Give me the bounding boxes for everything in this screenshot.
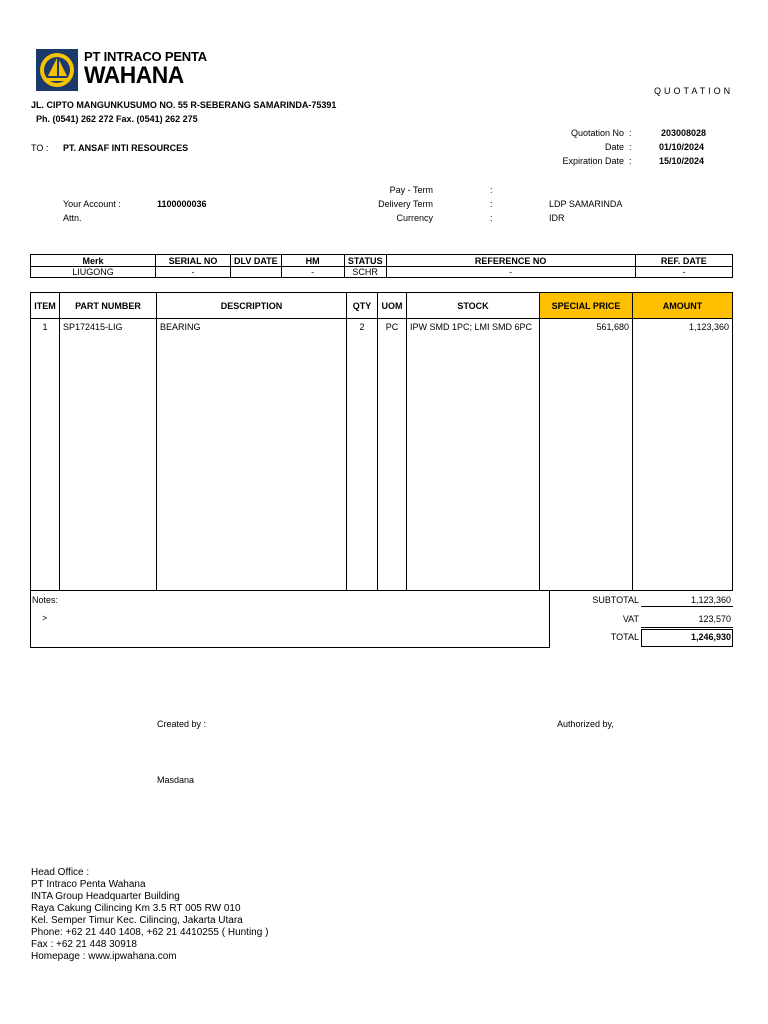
- item-qty: 2: [347, 319, 378, 591]
- colon: :: [490, 185, 493, 195]
- quotation-no-label: Quotation No: [570, 128, 624, 138]
- footer-head-office: [31, 867, 268, 963]
- delivery-term-label: Delivery Term: [378, 199, 433, 209]
- company-logo-icon: [36, 49, 78, 91]
- company-address: JL. CIPTO MANGUNKUSUMO NO. 55 R-SEBERANG SAMARINDA-75391: [31, 100, 337, 110]
- footer-line: Kel. Semper Timur Kec. Cilincing, Jakarta Utara: [31, 915, 243, 926]
- header-description: DESCRIPTION: [157, 293, 347, 319]
- company-name-line1: PT INTRACO PENTA: [84, 49, 207, 64]
- header-item: ITEM: [31, 293, 60, 319]
- attn-label: Attn.: [63, 213, 82, 223]
- notes-label: Notes:: [32, 595, 59, 605]
- item-no: 1: [31, 319, 60, 591]
- unit-ref-date: -: [635, 267, 732, 278]
- notes-bullet: >: [42, 613, 48, 623]
- footer-line: Raya Cakung Cilincing Km 3.5 RT 005 RW 010: [31, 903, 241, 914]
- created-by-label: Created by :: [157, 719, 207, 729]
- header-uom: UOM: [378, 293, 407, 319]
- quotation-no: 203008028: [661, 128, 707, 138]
- expiration-date: 15/10/2024: [659, 156, 705, 166]
- date-label: Date: [604, 142, 624, 152]
- footer-line: Phone: +62 21 440 1408, +62 21 4410255 ( Hunting ): [31, 927, 269, 938]
- item-special-price: 561,680: [540, 319, 633, 591]
- divider: [641, 627, 733, 628]
- item-amount: 1,123,360: [633, 319, 733, 591]
- footer-line: INTA Group Headquarter Building: [31, 891, 180, 902]
- your-account-label: Your Account :: [63, 199, 121, 209]
- to-label: TO :: [31, 143, 49, 153]
- company-name-line2: WAHANA: [84, 62, 184, 89]
- items-table-header: [31, 293, 733, 319]
- table-row: [31, 267, 733, 278]
- currency-label: Currency: [396, 213, 433, 223]
- unit-table: [30, 254, 733, 278]
- header-special-price: SPECIAL PRICE: [540, 293, 633, 319]
- table-row: [31, 319, 733, 591]
- unit-serial-no: -: [156, 267, 231, 278]
- quotation-date: 01/10/2024: [659, 142, 705, 152]
- header-part-number: PART NUMBER: [60, 293, 157, 319]
- your-account: 1100000036: [157, 199, 207, 209]
- header-status: STATUS: [344, 255, 386, 267]
- colon: :: [629, 128, 632, 138]
- total-label: TOTAL: [610, 632, 639, 642]
- subtotal-label: SUBTOTAL: [592, 595, 639, 605]
- company-phone: Ph. (0541) 262 272 Fax. (0541) 262 275: [36, 114, 198, 124]
- unit-table-header: [31, 255, 733, 267]
- header-ref-date: REF. DATE: [635, 255, 732, 267]
- header-reference-no: REFERENCE NO: [386, 255, 635, 267]
- header-serial-no: SERIAL NO: [156, 255, 231, 267]
- expiration-date-label: Expiration Date: [562, 156, 624, 166]
- vat-value: 123,570: [698, 614, 731, 624]
- unit-merk: LIUGONG: [31, 267, 156, 278]
- document-title: QUOTATION: [654, 86, 734, 96]
- items-table: [30, 292, 733, 591]
- footer-line: Fax : +62 21 448 30918: [31, 939, 137, 950]
- authorized-by-label: Authorized by,: [557, 719, 614, 729]
- pay-term-label: Pay - Term: [389, 185, 433, 195]
- created-by-name: Masdana: [157, 775, 195, 785]
- header-stock: STOCK: [407, 293, 540, 319]
- notes-box: [30, 590, 550, 648]
- item-stock: IPW SMD 1PC; LMI SMD 6PC: [407, 319, 540, 591]
- currency: IDR: [549, 213, 565, 223]
- colon: :: [629, 156, 632, 166]
- unit-dlv-date: [231, 267, 282, 278]
- item-part-number: SP172415-LIG: [60, 319, 157, 591]
- header-qty: QTY: [347, 293, 378, 319]
- header-hm: HM: [281, 255, 344, 267]
- unit-reference-no: -: [386, 267, 635, 278]
- colon: :: [629, 142, 632, 152]
- total-value: 1,246,930: [690, 632, 731, 642]
- subtotal-value: 1,123,360: [690, 595, 731, 605]
- footer-line: PT Intraco Penta Wahana: [31, 879, 146, 890]
- unit-status: SCHR: [344, 267, 386, 278]
- footer-line: Head Office :: [31, 867, 90, 878]
- header-merk: Merk: [31, 255, 156, 267]
- vat-label: VAT: [622, 614, 639, 624]
- unit-hm: -: [281, 267, 344, 278]
- item-uom: PC: [378, 319, 407, 591]
- header-amount: AMOUNT: [633, 293, 733, 319]
- item-description: BEARING: [157, 319, 347, 591]
- divider: [641, 606, 733, 607]
- colon: :: [490, 199, 493, 209]
- header-dlv-date: DLV DATE: [231, 255, 282, 267]
- to-customer: PT. ANSAF INTI RESOURCES: [63, 143, 189, 153]
- colon: :: [490, 213, 493, 223]
- footer-line: Homepage : www.ipwahana.com: [31, 951, 177, 962]
- delivery-term: LDP SAMARINDA: [549, 199, 623, 209]
